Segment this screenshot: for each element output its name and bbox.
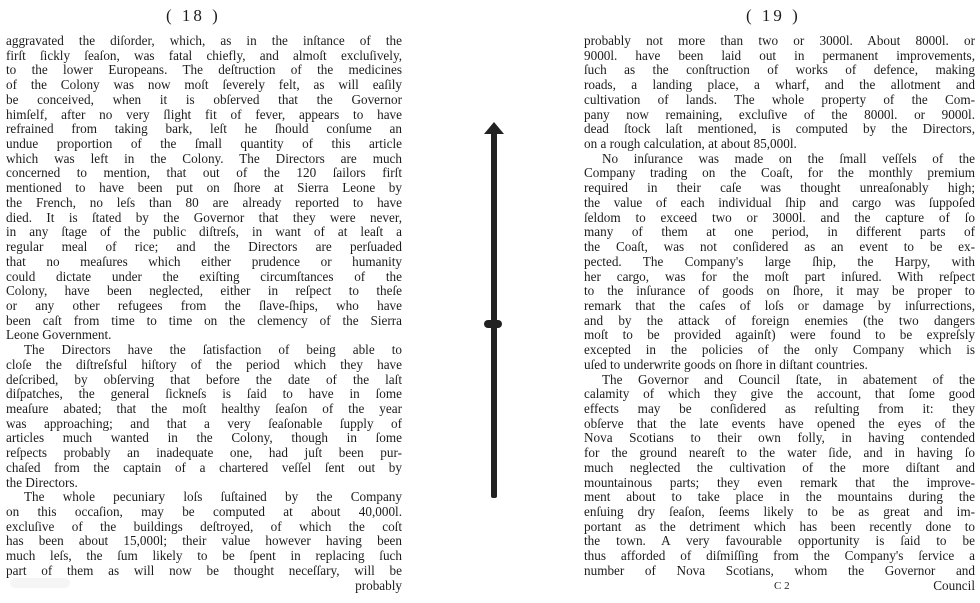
catchword: probably [355,578,402,593]
text-line: The Governor and Council ſtate, in abatement of the [602,372,975,387]
catchword: Council [933,578,975,593]
text-line: excepted in the policies of the only Company which is [584,343,975,358]
text-line: the town. A very favourable opportunity is ſaid to be [584,534,975,549]
gutter-knot [484,320,502,328]
text-line: regular meal of rice; and the Directors are perſuaded [6,240,402,255]
text-line: Colony, have been neglected, either in reſpect to theſe [6,284,402,299]
text-line: reſpects probably an inadequate one, had juſt been pur- [6,446,402,461]
text-line: articles much wanted in the Colony, though in ſome [6,431,402,446]
left-page-number: ( 18 ) [166,6,221,25]
text-line: aggravated the diſorder, which, as in the inſtance of the [6,34,402,48]
text-line: dead ſtock laſt mentioned, is computed by the Directors, [584,122,975,137]
right-text-column [584,34,975,593]
signature-mark: C 2 [774,579,790,592]
text-line: died. It is ſtated by the Governor that they were never, [6,210,402,225]
text-line: be conceived, when it is obſerved that the Governor [6,92,402,107]
text-line: deſcribed, by obſerving that before the date of the laſt [6,372,402,387]
text-line: The Directors have the ſatisfaction of being able to [24,343,402,358]
text-line: which was left in the Colony. The Directors are much [6,151,402,166]
text-line: or any other refugees from the ſlave-ſhips, who have [6,298,402,313]
text-line: refrained from taking bark, leſt he ſhould conſume an [6,122,402,137]
text-line: excluſive of the buildings deſtroyed, of which the coſt [6,519,402,534]
text-line: undue proportion of the ſmall quantity of this article [6,137,402,152]
text-line: that no meaſures which either prudence or humanity [6,254,402,269]
text-line: mentioned to have been put on ſhore at Sierra Leone by [6,181,402,196]
text-line: Nova Scotians to their own folly, in having contended [584,431,975,446]
text-line: pected. The Company's large ſhip, the Harpy, with [584,254,975,269]
text-line: the French, no leſs than 80 are already reported to have [6,195,402,210]
text-line: ſeldom to exceed two or 3000l. and the capture of ſo [584,210,975,225]
text-line: meaſure abated; that the moſt healthy ſeaſon of the year [6,401,402,416]
text-line: thus afforded of diſmiſſing from the Company's ſervice a [584,549,975,564]
text-line: to the lower Europeans. The deſtruction of the medicines [6,63,402,78]
text-line: of the Colony was now moſt ſeverely felt, as will eaſily [6,78,402,93]
text-line: remark that the caſes of loſs or damage by inſurrections, [584,298,975,313]
paper-smudge [10,578,70,588]
text-line: roads, a landing place, a wharf, and the allotment and [584,78,975,93]
text-line: much neglected the cultivation of the more diſtant and [584,460,975,475]
text-line: ſuch as the conſtruction of works of defence, making [584,63,975,78]
text-line: obſerve that the late events have opened the eyes of the [584,416,975,431]
text-line: been caſt from time to time on the clemency of the Sierra [6,313,402,328]
text-line: for the ground neareſt to the water ſide, and in having ſo [584,446,975,461]
text-line: pany now remaining, excluſive of the 8000l. or 9000l. [584,107,975,122]
text-line: many of them at one period, in different parts of [584,225,975,240]
text-line: her cargo, was for the moſt part inſured. With reſpect [584,269,975,284]
text-line: part of them as will now be thought neceſſary, will be [6,563,402,578]
text-line: on a rough calculation, at about 85,000l. [584,137,797,152]
text-line: has been about 15,000l; their value however having been [6,534,402,549]
text-line: No inſurance was made on the ſmall veſſels of the [602,151,975,166]
text-line: effects may be conſidered as reſulting from it: they [584,401,975,416]
text-line: cloſe the diſtreſsful hiſtory of the period which they have [6,357,402,372]
text-line: firſt ſickly ſeaſon, was fatal chiefly, and almoſt excluſively, [6,48,402,63]
text-line: Leone Government. [6,328,112,343]
text-line: diſpatches, the general ſickneſs is ſaid to have in ſome [6,387,402,402]
text-line: cultivation of lands. The whole property of the Com- [584,92,975,107]
text-line: calamity of which they give the account, that ſome good [584,387,975,402]
text-line: to the inſurance of goods on ſhore, it may be proper to [584,284,975,299]
gutter-bar [491,126,497,498]
text-line: much leſs, the ſum likely to be ſpent in replacing ſuch [6,549,402,564]
right-page-number: ( 19 ) [746,6,801,25]
text-line: The whole pecuniary loſs ſuſtained by the Company [24,490,402,505]
text-line: and by the attack of foreign enemies (the two dangers [584,313,975,328]
text-line: ment about to take place in the mountains during the [584,490,975,505]
signature-row [584,579,975,594]
text-line: required in their caſe was thought unreaſonably high; [584,181,975,196]
text-line: could dictate under the exiſting circumſtances of the [6,269,402,284]
text-line: on this occaſion, may be computed at about 40,000l. [6,505,402,519]
text-line: Company trading on the Coaſt, for the monthly premium [584,166,975,181]
text-line: number of Nova Scotians, whom the Governor and [584,563,975,578]
text-line: the value of each individual ſhip and cargo was ſuppoſed [584,195,975,210]
text-line: in any ſtage of the public diſtreſs, in want of at leaſt a [6,225,402,240]
text-line: concerned to mention, that out of the 120 ſailors firſt [6,166,402,181]
text-line: moſt to be provided againſt) were found to be expreſsly [584,328,975,343]
left-text-column [6,34,402,593]
text-line: probably not more than two or 3000l. About 8000l. or [584,34,975,48]
text-line: the Coaſt, was not conſidered as an event to be ex- [584,240,975,255]
text-line: portant as the detriment which has been recently done to [584,519,975,534]
text-line: enſuing dry ſeaſon, ſeems likely to be as great and im- [584,505,975,519]
text-line: was approaching; and that a very ſeaſonable ſupply of [6,416,402,431]
text-line: uſed to underwrite goods on ſhore in diſtant countries. [584,357,868,372]
text-line: the Directors. [6,475,78,490]
text-line: 9000l. have been laid out in permanent improvements, [584,48,975,63]
text-line: chaſed from the captain of a chartered veſſel ſent out by [6,460,402,475]
text-line: himſelf, after no very ſlight fit of fever, appears to have [6,107,402,122]
text-line: mountainous parts; they even remark that the improve- [584,475,975,490]
